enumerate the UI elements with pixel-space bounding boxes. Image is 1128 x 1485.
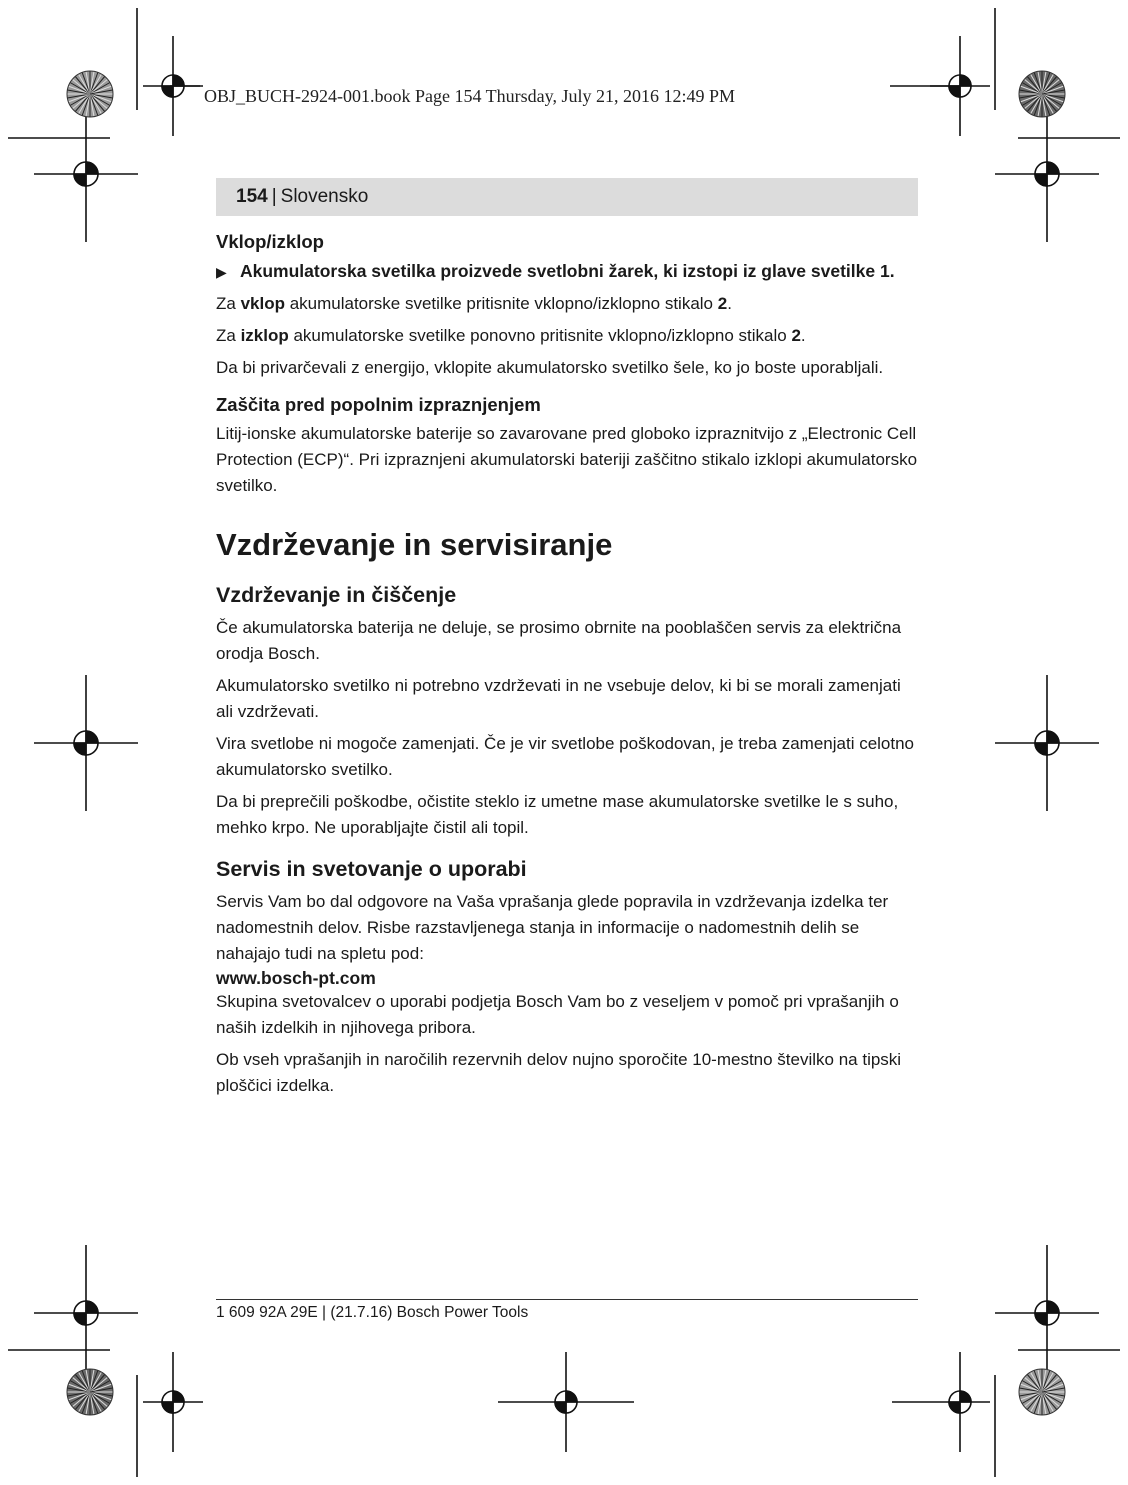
bosch-url-link[interactable]: www.bosch-pt.com	[216, 968, 376, 988]
ciscenje-paragraph-1: Če akumulatorska baterija ne deluje, se prosimo obrnite na pooblaščen servis za električna orodja Bosch.	[216, 618, 902, 663]
servis-paragraph-1: Servis Vam bo dal odgovore na Vaša vprašanja glede popravila in vzdrževanja izdelka ter nadomestnih delov. Risbe razstavljenega stanja in informacije o nadomestnih delih se nahajajo tudi na spletu pod:	[216, 892, 889, 963]
ciscenje-paragraph-4: Da bi preprečili poškodbe, očistite steklo iz umetne mase akumulatorske svetilke le s suho, mehko krpo. Ne uporabljajte čistil ali topil.	[216, 792, 899, 837]
starburst-target-icon	[1019, 71, 1065, 117]
ciscenje-heading: Vzdrževanje in čiščenje	[216, 583, 457, 607]
servis-paragraph-3: Ob vseh vprašanjih in naročilih rezervnih delov nujno sporočite 10-mestno številko na tipski ploščici izdelka.	[216, 1050, 902, 1095]
ciscenje-paragraph-2: Akumulatorsko svetilko ni potrebno vzdrževati in ne vsebuje delov, ki bi se morali zamenjati ali vzdrževati.	[216, 676, 901, 721]
servis-heading: Servis in svetovanje o uporabi	[216, 857, 527, 881]
energy-saving-paragraph: Da bi privarčevali z energijo, vklopite akumulatorsko svetilko šele, ko jo boste uporabljali.	[216, 358, 884, 377]
header-separator: |	[271, 186, 277, 207]
vklop-heading: Vklop/izklop	[216, 231, 324, 252]
section-name: Slovensko	[280, 186, 369, 207]
starburst-target-icon	[67, 71, 113, 117]
warning-bullet-text: Akumulatorska svetilka proizvede svetlobni žarek, ki izstopi iz glave svetilke 1.	[240, 261, 895, 281]
book-file-header: OBJ_BUCH-2924-001.book Page 154 Thursday, July 21, 2016 12:49 PM	[204, 86, 736, 106]
servis-paragraph-2: Skupina svetovalcev o uporabi podjetja Bosch Vam bo z veseljem v pomoč pri vprašanjih o naših izdelkih in njihovega pribora.	[216, 992, 899, 1037]
starburst-target-icon	[67, 1369, 113, 1415]
page-header-band	[216, 178, 918, 216]
zascita-paragraph: Litij-ionske akumulatorske baterije so zavarovane pred globoko izpraznitvijo z „Electronic Cell Protection (ECP)“. Pri izpraznjeni akumulatorski bateriji zaščitno stikalo izklopi akumulatorsko svetilko.	[216, 424, 918, 495]
page-content	[216, 178, 918, 1105]
ciscenje-paragraph-3: Vira svetlobe ni mogoče zamenjati. Če je vir svetlobe poškodovan, je treba zamenjati celotno akumulatorsko svetilko.	[216, 734, 915, 779]
starburst-target-icon	[1019, 1369, 1065, 1415]
zascita-heading: Zaščita pred popolnim izpraznjenjem	[216, 394, 541, 415]
izklop-paragraph: Za izklop akumulatorske svetilke ponovno pritisnite vklopno/izklopno stikalo 2.	[216, 326, 806, 345]
warning-bullet	[216, 258, 918, 285]
section-title: Vzdrževanje in servisiranje	[216, 527, 613, 562]
triangle-bullet-icon: ▶	[216, 264, 227, 280]
vklop-paragraph: Za vklop akumulatorske svetilke pritisnite vklopno/izklopno stikalo 2.	[216, 294, 732, 313]
page-number: 154	[236, 186, 268, 207]
page-footer: 1 609 92A 29E | (21.7.16) Bosch Power Tools	[216, 1299, 918, 1322]
